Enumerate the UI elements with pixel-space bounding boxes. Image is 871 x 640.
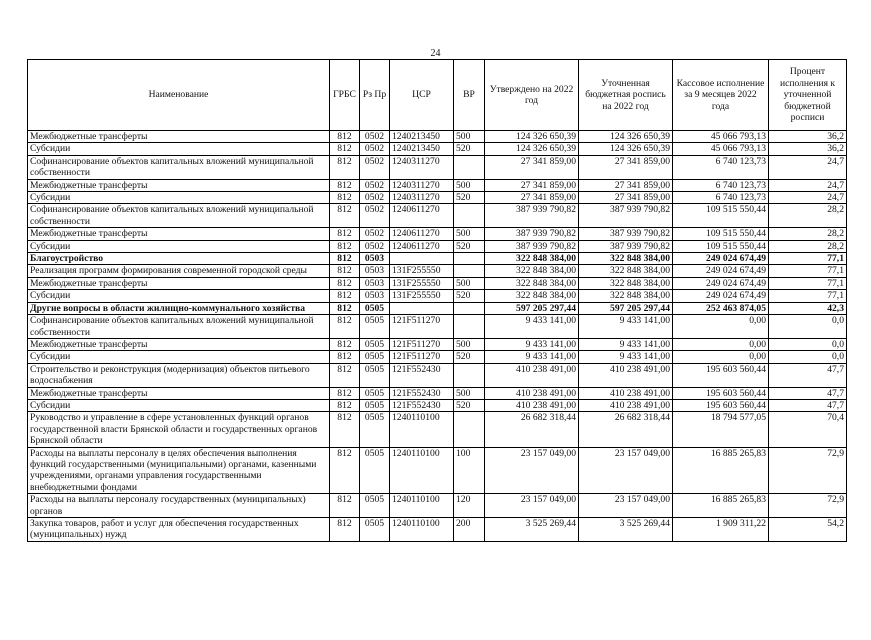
cell-refined: 387 939 790,82 xyxy=(579,228,673,240)
cell-approved: 27 341 859,00 xyxy=(485,192,579,204)
cell-grbs: 812 xyxy=(330,518,360,542)
col-header-approved: Утверждено на 2022 год xyxy=(485,60,579,131)
cell-refined: 410 238 491,00 xyxy=(579,399,673,411)
cell-rzpr: 0505 xyxy=(360,518,390,542)
cell-percent: 36,2 xyxy=(769,131,847,143)
cell-approved: 410 238 491,00 xyxy=(485,363,579,387)
table-row xyxy=(28,447,847,494)
cell-grbs: 812 xyxy=(330,302,360,314)
cell-vr xyxy=(454,412,485,447)
cell-csr: 121F552430 xyxy=(390,399,454,411)
cell-refined: 322 848 384,00 xyxy=(579,265,673,277)
cell-percent: 47,7 xyxy=(769,387,847,399)
cell-cash: 249 024 674,49 xyxy=(673,253,769,265)
cell-rzpr: 0505 xyxy=(360,399,390,411)
cell-vr: 520 xyxy=(454,192,485,204)
cell-csr: 1240311270 xyxy=(390,179,454,191)
table-row xyxy=(28,315,847,339)
cell-percent: 28,2 xyxy=(769,228,847,240)
cell-refined: 27 341 859,00 xyxy=(579,155,673,179)
cell-vr xyxy=(454,363,485,387)
col-header-percent: Процент исполнения к уточненной бюджетной росписи xyxy=(769,60,847,131)
table-row xyxy=(28,412,847,447)
cell-cash: 109 515 550,44 xyxy=(673,204,769,228)
cell-rzpr: 0502 xyxy=(360,143,390,155)
cell-name: Расходы на выплаты персоналу в целях обеспечения выполнения функций государственными (муниципальными) органами, казенными учреждениями, органами управления государственными внебюджетными фондами xyxy=(28,447,330,494)
cell-cash: 249 024 674,49 xyxy=(673,290,769,302)
cell-grbs: 812 xyxy=(330,338,360,350)
cell-cash: 0,00 xyxy=(673,315,769,339)
cell-csr: 1240311270 xyxy=(390,155,454,179)
cell-approved: 322 848 384,00 xyxy=(485,290,579,302)
cell-name: Субсидии xyxy=(28,240,330,252)
cell-csr xyxy=(390,253,454,265)
cell-name: Строительство и реконструкция (модернизация) объектов питьевого водоснабжения xyxy=(28,363,330,387)
cell-name: Софинансирование объектов капитальных вложений муниципальной собственности xyxy=(28,315,330,339)
cell-vr: 100 xyxy=(454,447,485,494)
cell-grbs: 812 xyxy=(330,192,360,204)
cell-vr xyxy=(454,265,485,277)
table-row xyxy=(28,265,847,277)
cell-name: Межбюджетные трансферты xyxy=(28,131,330,143)
cell-percent: 42,3 xyxy=(769,302,847,314)
cell-refined: 9 433 141,00 xyxy=(579,351,673,363)
cell-name: Субсидии xyxy=(28,290,330,302)
cell-refined: 387 939 790,82 xyxy=(579,240,673,252)
cell-approved: 387 939 790,82 xyxy=(485,228,579,240)
cell-refined: 124 326 650,39 xyxy=(579,143,673,155)
cell-rzpr: 0502 xyxy=(360,204,390,228)
table-row xyxy=(28,363,847,387)
cell-name: Межбюджетные трансферты xyxy=(28,179,330,191)
cell-percent: 0,0 xyxy=(769,315,847,339)
cell-rzpr: 0502 xyxy=(360,155,390,179)
col-header-csr: ЦСР xyxy=(390,60,454,131)
cell-approved: 410 238 491,00 xyxy=(485,387,579,399)
cell-grbs: 812 xyxy=(330,265,360,277)
cell-rzpr: 0505 xyxy=(360,351,390,363)
cell-cash: 0,00 xyxy=(673,351,769,363)
col-header-grbs: ГРБС xyxy=(330,60,360,131)
cell-grbs: 812 xyxy=(330,179,360,191)
cell-cash: 16 885 265,83 xyxy=(673,494,769,518)
cell-grbs: 812 xyxy=(330,387,360,399)
cell-name: Благоустройство xyxy=(28,253,330,265)
cell-approved: 9 433 141,00 xyxy=(485,315,579,339)
cell-approved: 124 326 650,39 xyxy=(485,131,579,143)
col-header-cash: Кассовое исполнение за 9 месяцев 2022 года xyxy=(673,60,769,131)
cell-cash: 249 024 674,49 xyxy=(673,265,769,277)
cell-percent: 0,0 xyxy=(769,338,847,350)
cell-rzpr: 0502 xyxy=(360,192,390,204)
cell-grbs: 812 xyxy=(330,277,360,289)
table-row xyxy=(28,277,847,289)
cell-name: Межбюджетные трансферты xyxy=(28,387,330,399)
cell-name: Субсидии xyxy=(28,192,330,204)
cell-name: Субсидии xyxy=(28,351,330,363)
cell-csr: 1240110100 xyxy=(390,494,454,518)
cell-vr: 520 xyxy=(454,399,485,411)
table-row xyxy=(28,338,847,350)
cell-csr: 1240611270 xyxy=(390,204,454,228)
cell-approved: 3 525 269,44 xyxy=(485,518,579,542)
cell-csr: 121F511270 xyxy=(390,338,454,350)
cell-percent: 72,9 xyxy=(769,447,847,494)
table-row xyxy=(28,302,847,314)
cell-cash: 0,00 xyxy=(673,338,769,350)
cell-cash: 6 740 123,73 xyxy=(673,155,769,179)
table-row xyxy=(28,387,847,399)
cell-rzpr: 0505 xyxy=(360,412,390,447)
cell-csr: 1240611270 xyxy=(390,240,454,252)
col-header-vr: ВР xyxy=(454,60,485,131)
cell-cash: 16 885 265,83 xyxy=(673,447,769,494)
cell-grbs: 812 xyxy=(330,204,360,228)
cell-rzpr: 0505 xyxy=(360,494,390,518)
cell-approved: 23 157 049,00 xyxy=(485,447,579,494)
cell-vr: 200 xyxy=(454,518,485,542)
cell-percent: 77,1 xyxy=(769,265,847,277)
col-header-refined: Уточненная бюджетная роспись на 2022 год xyxy=(579,60,673,131)
cell-vr: 120 xyxy=(454,494,485,518)
cell-approved: 27 341 859,00 xyxy=(485,155,579,179)
cell-approved: 9 433 141,00 xyxy=(485,338,579,350)
cell-percent: 72,9 xyxy=(769,494,847,518)
cell-rzpr: 0505 xyxy=(360,338,390,350)
cell-rzpr: 0502 xyxy=(360,179,390,191)
cell-grbs: 812 xyxy=(330,351,360,363)
cell-cash: 252 463 874,05 xyxy=(673,302,769,314)
cell-cash: 45 066 793,13 xyxy=(673,131,769,143)
cell-percent: 0,0 xyxy=(769,351,847,363)
cell-percent: 77,1 xyxy=(769,290,847,302)
cell-approved: 387 939 790,82 xyxy=(485,240,579,252)
cell-refined: 3 525 269,44 xyxy=(579,518,673,542)
cell-rzpr: 0503 xyxy=(360,277,390,289)
cell-vr: 500 xyxy=(454,131,485,143)
table-row xyxy=(28,399,847,411)
cell-csr: 131F255550 xyxy=(390,265,454,277)
table-row xyxy=(28,253,847,265)
cell-rzpr: 0503 xyxy=(360,253,390,265)
cell-percent: 77,1 xyxy=(769,253,847,265)
cell-refined: 27 341 859,00 xyxy=(579,179,673,191)
cell-approved: 387 939 790,82 xyxy=(485,204,579,228)
cell-grbs: 812 xyxy=(330,447,360,494)
table-row xyxy=(28,155,847,179)
cell-grbs: 812 xyxy=(330,412,360,447)
cell-cash: 195 603 560,44 xyxy=(673,363,769,387)
budget-table xyxy=(27,59,847,542)
cell-rzpr: 0502 xyxy=(360,228,390,240)
page-number: 24 xyxy=(430,48,441,59)
cell-rzpr: 0505 xyxy=(360,387,390,399)
table-header-row xyxy=(28,60,847,131)
cell-percent: 24,7 xyxy=(769,179,847,191)
cell-csr: 1240110100 xyxy=(390,447,454,494)
cell-refined: 322 848 384,00 xyxy=(579,253,673,265)
cell-percent: 47,7 xyxy=(769,363,847,387)
cell-name: Межбюджетные трансферты xyxy=(28,277,330,289)
cell-approved: 597 205 297,44 xyxy=(485,302,579,314)
cell-vr xyxy=(454,155,485,179)
cell-vr: 520 xyxy=(454,143,485,155)
col-header-rzpr: Рз Пр xyxy=(360,60,390,131)
cell-refined: 387 939 790,82 xyxy=(579,204,673,228)
cell-approved: 124 326 650,39 xyxy=(485,143,579,155)
cell-csr: 1240611270 xyxy=(390,228,454,240)
cell-percent: 24,7 xyxy=(769,192,847,204)
cell-vr: 500 xyxy=(454,228,485,240)
cell-name: Другие вопросы в области жилищно-коммунального хозяйства xyxy=(28,302,330,314)
cell-cash: 45 066 793,13 xyxy=(673,143,769,155)
cell-grbs: 812 xyxy=(330,399,360,411)
cell-percent: 28,2 xyxy=(769,204,847,228)
cell-name: Субсидии xyxy=(28,143,330,155)
cell-percent: 36,2 xyxy=(769,143,847,155)
cell-refined: 9 433 141,00 xyxy=(579,338,673,350)
cell-vr: 500 xyxy=(454,179,485,191)
cell-approved: 26 682 318,44 xyxy=(485,412,579,447)
cell-refined: 23 157 049,00 xyxy=(579,447,673,494)
cell-csr: 121F511270 xyxy=(390,351,454,363)
cell-cash: 6 740 123,73 xyxy=(673,179,769,191)
cell-rzpr: 0503 xyxy=(360,290,390,302)
cell-name: Софинансирование объектов капитальных вложений муниципальной собственности xyxy=(28,204,330,228)
cell-name: Софинансирование объектов капитальных вложений муниципальной собственности xyxy=(28,155,330,179)
cell-refined: 410 238 491,00 xyxy=(579,363,673,387)
cell-approved: 410 238 491,00 xyxy=(485,399,579,411)
cell-refined: 322 848 384,00 xyxy=(579,290,673,302)
table-row xyxy=(28,192,847,204)
cell-csr: 1240110100 xyxy=(390,412,454,447)
cell-cash: 195 603 560,44 xyxy=(673,399,769,411)
cell-refined: 23 157 049,00 xyxy=(579,494,673,518)
cell-percent: 70,4 xyxy=(769,412,847,447)
table-row xyxy=(28,290,847,302)
table-row xyxy=(28,228,847,240)
cell-percent: 77,1 xyxy=(769,277,847,289)
cell-csr: 121F511270 xyxy=(390,315,454,339)
cell-vr: 500 xyxy=(454,387,485,399)
cell-vr xyxy=(454,253,485,265)
table-row xyxy=(28,351,847,363)
cell-vr xyxy=(454,302,485,314)
cell-approved: 322 848 384,00 xyxy=(485,277,579,289)
cell-percent: 47,7 xyxy=(769,399,847,411)
cell-approved: 322 848 384,00 xyxy=(485,253,579,265)
cell-refined: 597 205 297,44 xyxy=(579,302,673,314)
cell-grbs: 812 xyxy=(330,290,360,302)
cell-cash: 18 794 577,05 xyxy=(673,412,769,447)
col-header-name: Наименование xyxy=(28,60,330,131)
cell-approved: 27 341 859,00 xyxy=(485,179,579,191)
cell-name: Расходы на выплаты персоналу государственных (муниципальных) органов xyxy=(28,494,330,518)
table-row xyxy=(28,518,847,542)
cell-grbs: 812 xyxy=(330,494,360,518)
cell-csr: 1240110100 xyxy=(390,518,454,542)
cell-grbs: 812 xyxy=(330,131,360,143)
table-row xyxy=(28,143,847,155)
table-row xyxy=(28,131,847,143)
cell-approved: 23 157 049,00 xyxy=(485,494,579,518)
cell-cash: 109 515 550,44 xyxy=(673,240,769,252)
cell-rzpr: 0502 xyxy=(360,131,390,143)
cell-percent: 28,2 xyxy=(769,240,847,252)
cell-csr xyxy=(390,302,454,314)
cell-vr xyxy=(454,204,485,228)
cell-cash: 195 603 560,44 xyxy=(673,387,769,399)
cell-refined: 410 238 491,00 xyxy=(579,387,673,399)
cell-refined: 26 682 318,44 xyxy=(579,412,673,447)
cell-rzpr: 0505 xyxy=(360,302,390,314)
cell-refined: 322 848 384,00 xyxy=(579,277,673,289)
cell-grbs: 812 xyxy=(330,155,360,179)
cell-cash: 6 740 123,73 xyxy=(673,192,769,204)
cell-csr: 131F255550 xyxy=(390,277,454,289)
cell-grbs: 812 xyxy=(330,315,360,339)
cell-percent: 24,7 xyxy=(769,155,847,179)
cell-rzpr: 0502 xyxy=(360,240,390,252)
cell-grbs: 812 xyxy=(330,143,360,155)
cell-grbs: 812 xyxy=(330,240,360,252)
cell-cash: 1 909 311,22 xyxy=(673,518,769,542)
cell-approved: 322 848 384,00 xyxy=(485,265,579,277)
cell-name: Реализация программ формирования современной городской среды xyxy=(28,265,330,277)
cell-csr: 1240213450 xyxy=(390,131,454,143)
cell-csr: 1240213450 xyxy=(390,143,454,155)
cell-refined: 124 326 650,39 xyxy=(579,131,673,143)
cell-approved: 9 433 141,00 xyxy=(485,351,579,363)
cell-name: Межбюджетные трансферты xyxy=(28,228,330,240)
cell-grbs: 812 xyxy=(330,253,360,265)
cell-refined: 9 433 141,00 xyxy=(579,315,673,339)
table-row xyxy=(28,240,847,252)
cell-csr: 121F552430 xyxy=(390,363,454,387)
table-row xyxy=(28,494,847,518)
cell-vr xyxy=(454,315,485,339)
cell-cash: 109 515 550,44 xyxy=(673,228,769,240)
cell-vr: 520 xyxy=(454,290,485,302)
cell-vr: 500 xyxy=(454,277,485,289)
cell-percent: 54,2 xyxy=(769,518,847,542)
cell-csr: 121F552430 xyxy=(390,387,454,399)
cell-rzpr: 0503 xyxy=(360,265,390,277)
cell-name: Закупка товаров, работ и услуг для обеспечения государственных (муниципальных) нужд xyxy=(28,518,330,542)
cell-csr: 131F255550 xyxy=(390,290,454,302)
cell-rzpr: 0505 xyxy=(360,315,390,339)
table-row xyxy=(28,179,847,191)
cell-vr: 500 xyxy=(454,338,485,350)
cell-rzpr: 0505 xyxy=(360,363,390,387)
cell-name: Межбюджетные трансферты xyxy=(28,338,330,350)
cell-name: Руководство и управление в сфере установленных функций органов государственной власти Брянской области и государственных органов Брянской области xyxy=(28,412,330,447)
cell-grbs: 812 xyxy=(330,363,360,387)
cell-csr: 1240311270 xyxy=(390,192,454,204)
table-body xyxy=(28,131,847,542)
cell-refined: 27 341 859,00 xyxy=(579,192,673,204)
cell-grbs: 812 xyxy=(330,228,360,240)
cell-vr: 520 xyxy=(454,240,485,252)
table-row xyxy=(28,204,847,228)
cell-rzpr: 0505 xyxy=(360,447,390,494)
cell-name: Субсидии xyxy=(28,399,330,411)
cell-vr: 520 xyxy=(454,351,485,363)
cell-cash: 249 024 674,49 xyxy=(673,277,769,289)
